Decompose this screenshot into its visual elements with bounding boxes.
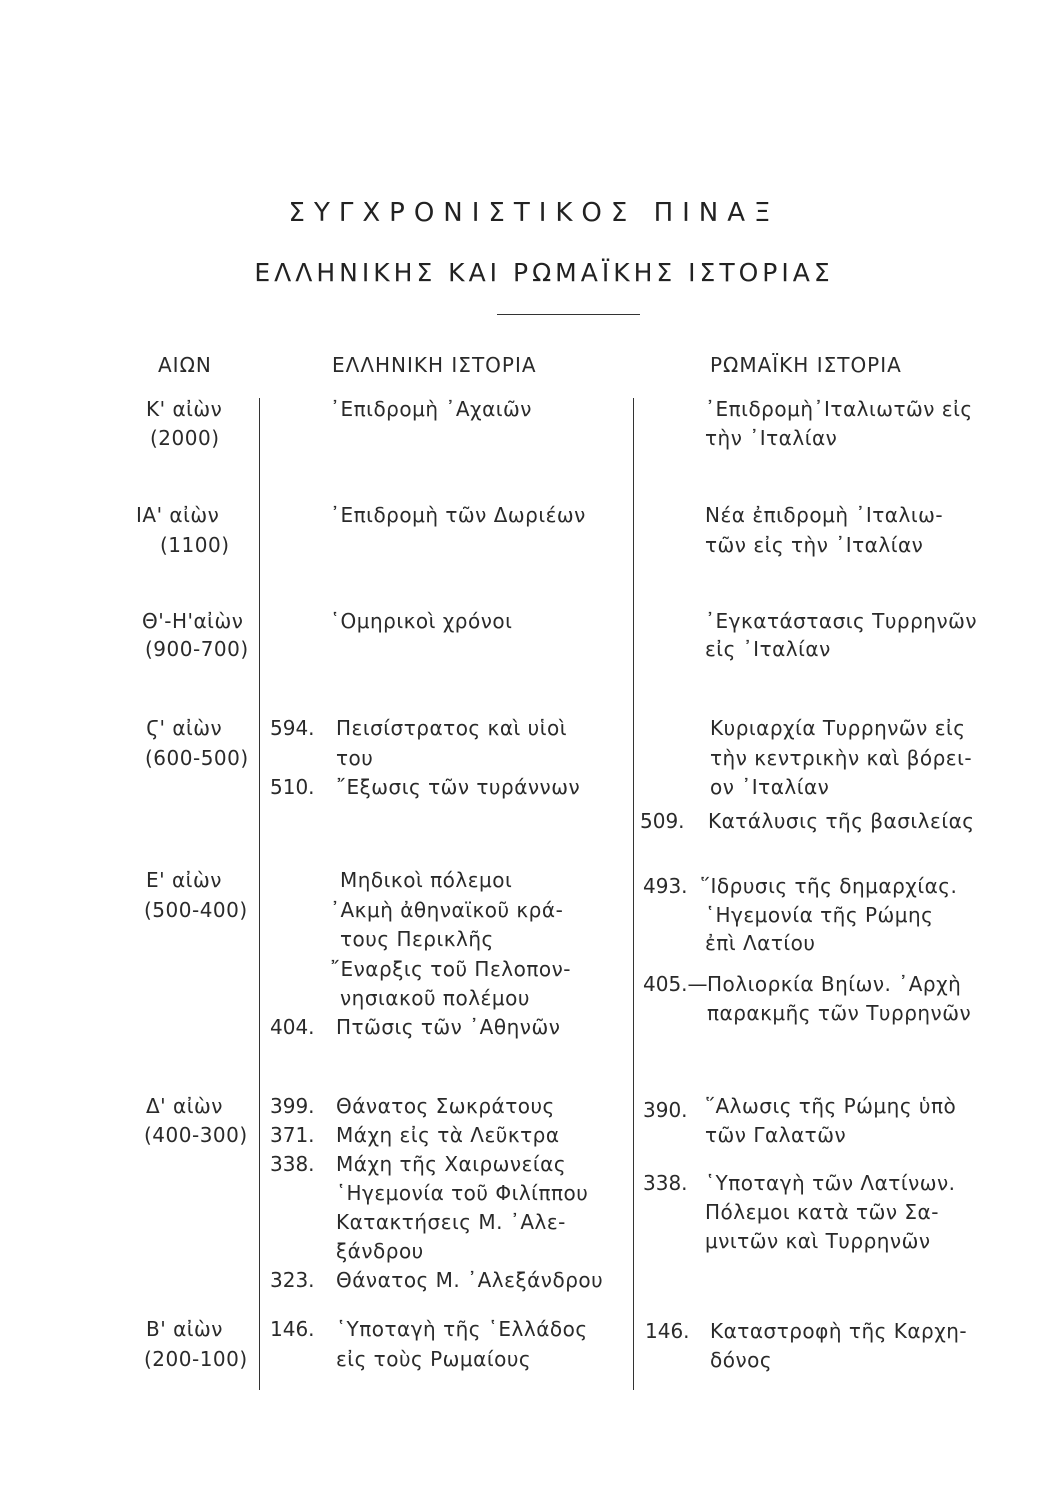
century-range: (1100): [160, 533, 230, 557]
roman-event: ᾿Επιδρομὴ᾿Ιταλιωτῶν εἰς: [705, 397, 973, 421]
greek-event: Μάχη τῆς Χαιρωνείας: [336, 1152, 567, 1176]
greek-event: ῎Εναρξις τοῦ Πελοπον-: [330, 957, 571, 981]
greek-event: ῾Υποταγὴ τῆς ῾Ελλάδος: [336, 1317, 588, 1341]
event-year: 594.: [270, 716, 315, 740]
greek-event: ᾿Ακμὴ ἀθηναϊκοῦ κρά-: [330, 898, 564, 922]
century-label: Θ'-Η'αἰὼν: [142, 609, 244, 633]
event-year: 493.: [643, 874, 688, 898]
greek-event: Κατακτήσεις Μ. ᾿Αλε-: [336, 1210, 566, 1234]
greek-event: του: [336, 746, 374, 770]
roman-event: Πόλεμοι κατὰ τῶν Σα-: [705, 1200, 939, 1224]
century-label: Δ' αἰὼν: [146, 1094, 223, 1118]
century-label: Ϛ' αἰὼν: [146, 716, 223, 740]
header-roman-history: ΡΩΜΑΪΚΗ ΙΣΤΟΡΙΑ: [710, 353, 902, 377]
century-label: Κ' αἰὼν: [146, 397, 223, 421]
event-year: 146.: [645, 1319, 690, 1343]
event-year: 390.: [643, 1098, 688, 1122]
greek-event: Θάνατος Μ. ᾿Αλεξάνδρου: [336, 1268, 604, 1292]
divider-right: [633, 398, 634, 1390]
greek-event: Πεισίστρατος καὶ υἱοὶ: [336, 716, 567, 740]
event-year: 405.—: [643, 972, 708, 996]
event-year: 323.: [270, 1268, 315, 1292]
greek-event: Μηδικοὶ πόλεμοι: [340, 868, 513, 892]
header-century: ΑΙΩΝ: [158, 353, 212, 377]
roman-event: ἐπὶ Λατίου: [705, 931, 816, 955]
greek-event: ῎Εξωσις τῶν τυράννων: [336, 775, 581, 799]
roman-event: ον ᾿Ιταλίαν: [710, 775, 830, 799]
greek-event: ᾿Επιδρομὴ τῶν Δωριέων: [330, 503, 586, 527]
event-year: 338.: [643, 1171, 688, 1195]
roman-event: ῞Ιδρυσις τῆς δημαρχίας.: [700, 874, 958, 898]
roman-event: τὴν κεντρικὴν καὶ βόρει-: [710, 746, 973, 770]
roman-event: ῾Ηγεμονία τῆς Ρώμης: [705, 903, 934, 927]
page-subtitle: ΕΛΛΗΝΙΚΗΣ ΚΑΙ ΡΩΜΑΪΚΗΣ ΙΣΤΟΡΙΑΣ: [254, 258, 834, 287]
greek-event: ῾Ομηρικοὶ χρόνοι: [330, 609, 513, 633]
header-greek-history: ΕΛΛΗΝΙΚΗ ΙΣΤΟΡΙΑ: [332, 353, 537, 377]
event-year: 146.: [270, 1317, 315, 1341]
greek-event: εἰς τοὺς Ρωμαίους: [336, 1347, 532, 1371]
greek-event: Πτῶσις τῶν ᾿Αθηνῶν: [336, 1015, 561, 1039]
greek-event: ῾Ηγεμονία τοῦ Φιλίππου: [336, 1181, 589, 1205]
roman-event: μνιτῶν καὶ Τυρρηνῶν: [705, 1229, 931, 1253]
century-range: (400-300): [144, 1123, 248, 1147]
century-label: Β' αἰὼν: [146, 1317, 223, 1341]
century-range: (900-700): [145, 637, 249, 661]
century-range: (500-400): [144, 898, 248, 922]
roman-event: εἰς ᾿Ιταλίαν: [705, 637, 831, 661]
page-title: ΣΥΓΧΡΟΝΙΣΤΙΚΟΣ ΠΙΝΑΞ: [288, 198, 780, 228]
roman-event: δόνος: [710, 1348, 773, 1372]
event-year: 404.: [270, 1015, 315, 1039]
greek-event: νησιακοῦ πολέμου: [340, 986, 530, 1010]
roman-event: Κατάλυσις τῆς βασιλείας: [708, 809, 975, 833]
roman-event: ᾿Εγκατάστασις Τυρρηνῶν: [705, 609, 978, 633]
roman-event: τὴν ᾿Ιταλίαν: [705, 426, 838, 450]
greek-event: Μάχη εἰς τὰ Λεῦκτρα: [336, 1123, 560, 1147]
century-range: (2000): [150, 426, 220, 450]
century-label: ΙΑ' αἰὼν: [136, 503, 220, 527]
greek-event: ξάνδρου: [336, 1239, 424, 1263]
event-year: 338.: [270, 1152, 315, 1176]
roman-event: Πολιορκία Βηίων. ᾿Αρχὴ: [707, 972, 962, 996]
century-label: Ε' αἰὼν: [146, 868, 222, 892]
greek-event: Θάνατος Σωκράτους: [336, 1094, 555, 1118]
roman-event: ῞Αλωσις τῆς Ρώμης ὑπὸ: [705, 1094, 957, 1118]
event-year: 399.: [270, 1094, 315, 1118]
title-rule: [497, 314, 640, 315]
event-year: 510.: [270, 775, 315, 799]
roman-event: Καταστροφὴ τῆς Καρχη-: [710, 1319, 968, 1343]
greek-event: τους Περικλῆς: [340, 927, 494, 951]
roman-event: Κυριαρχία Τυρρηνῶν εἰς: [710, 716, 966, 740]
roman-event: τῶν εἰς τὴν ᾿Ιταλίαν: [705, 533, 924, 557]
event-year: 509.: [640, 809, 685, 833]
century-range: (200-100): [144, 1347, 248, 1371]
roman-event: ῾Υποταγὴ τῶν Λατίνων.: [705, 1171, 956, 1195]
century-range: (600-500): [145, 746, 249, 770]
roman-event: Νέα ἐπιδρομὴ ᾿Ιταλιω-: [705, 503, 944, 527]
roman-event: παρακμῆς τῶν Τυρρηνῶν: [707, 1001, 972, 1025]
event-year: 371.: [270, 1123, 315, 1147]
divider-left: [259, 398, 260, 1390]
greek-event: ᾿Επιδρομὴ ᾿Αχαιῶν: [330, 397, 532, 421]
roman-event: τῶν Γαλατῶν: [705, 1123, 847, 1147]
